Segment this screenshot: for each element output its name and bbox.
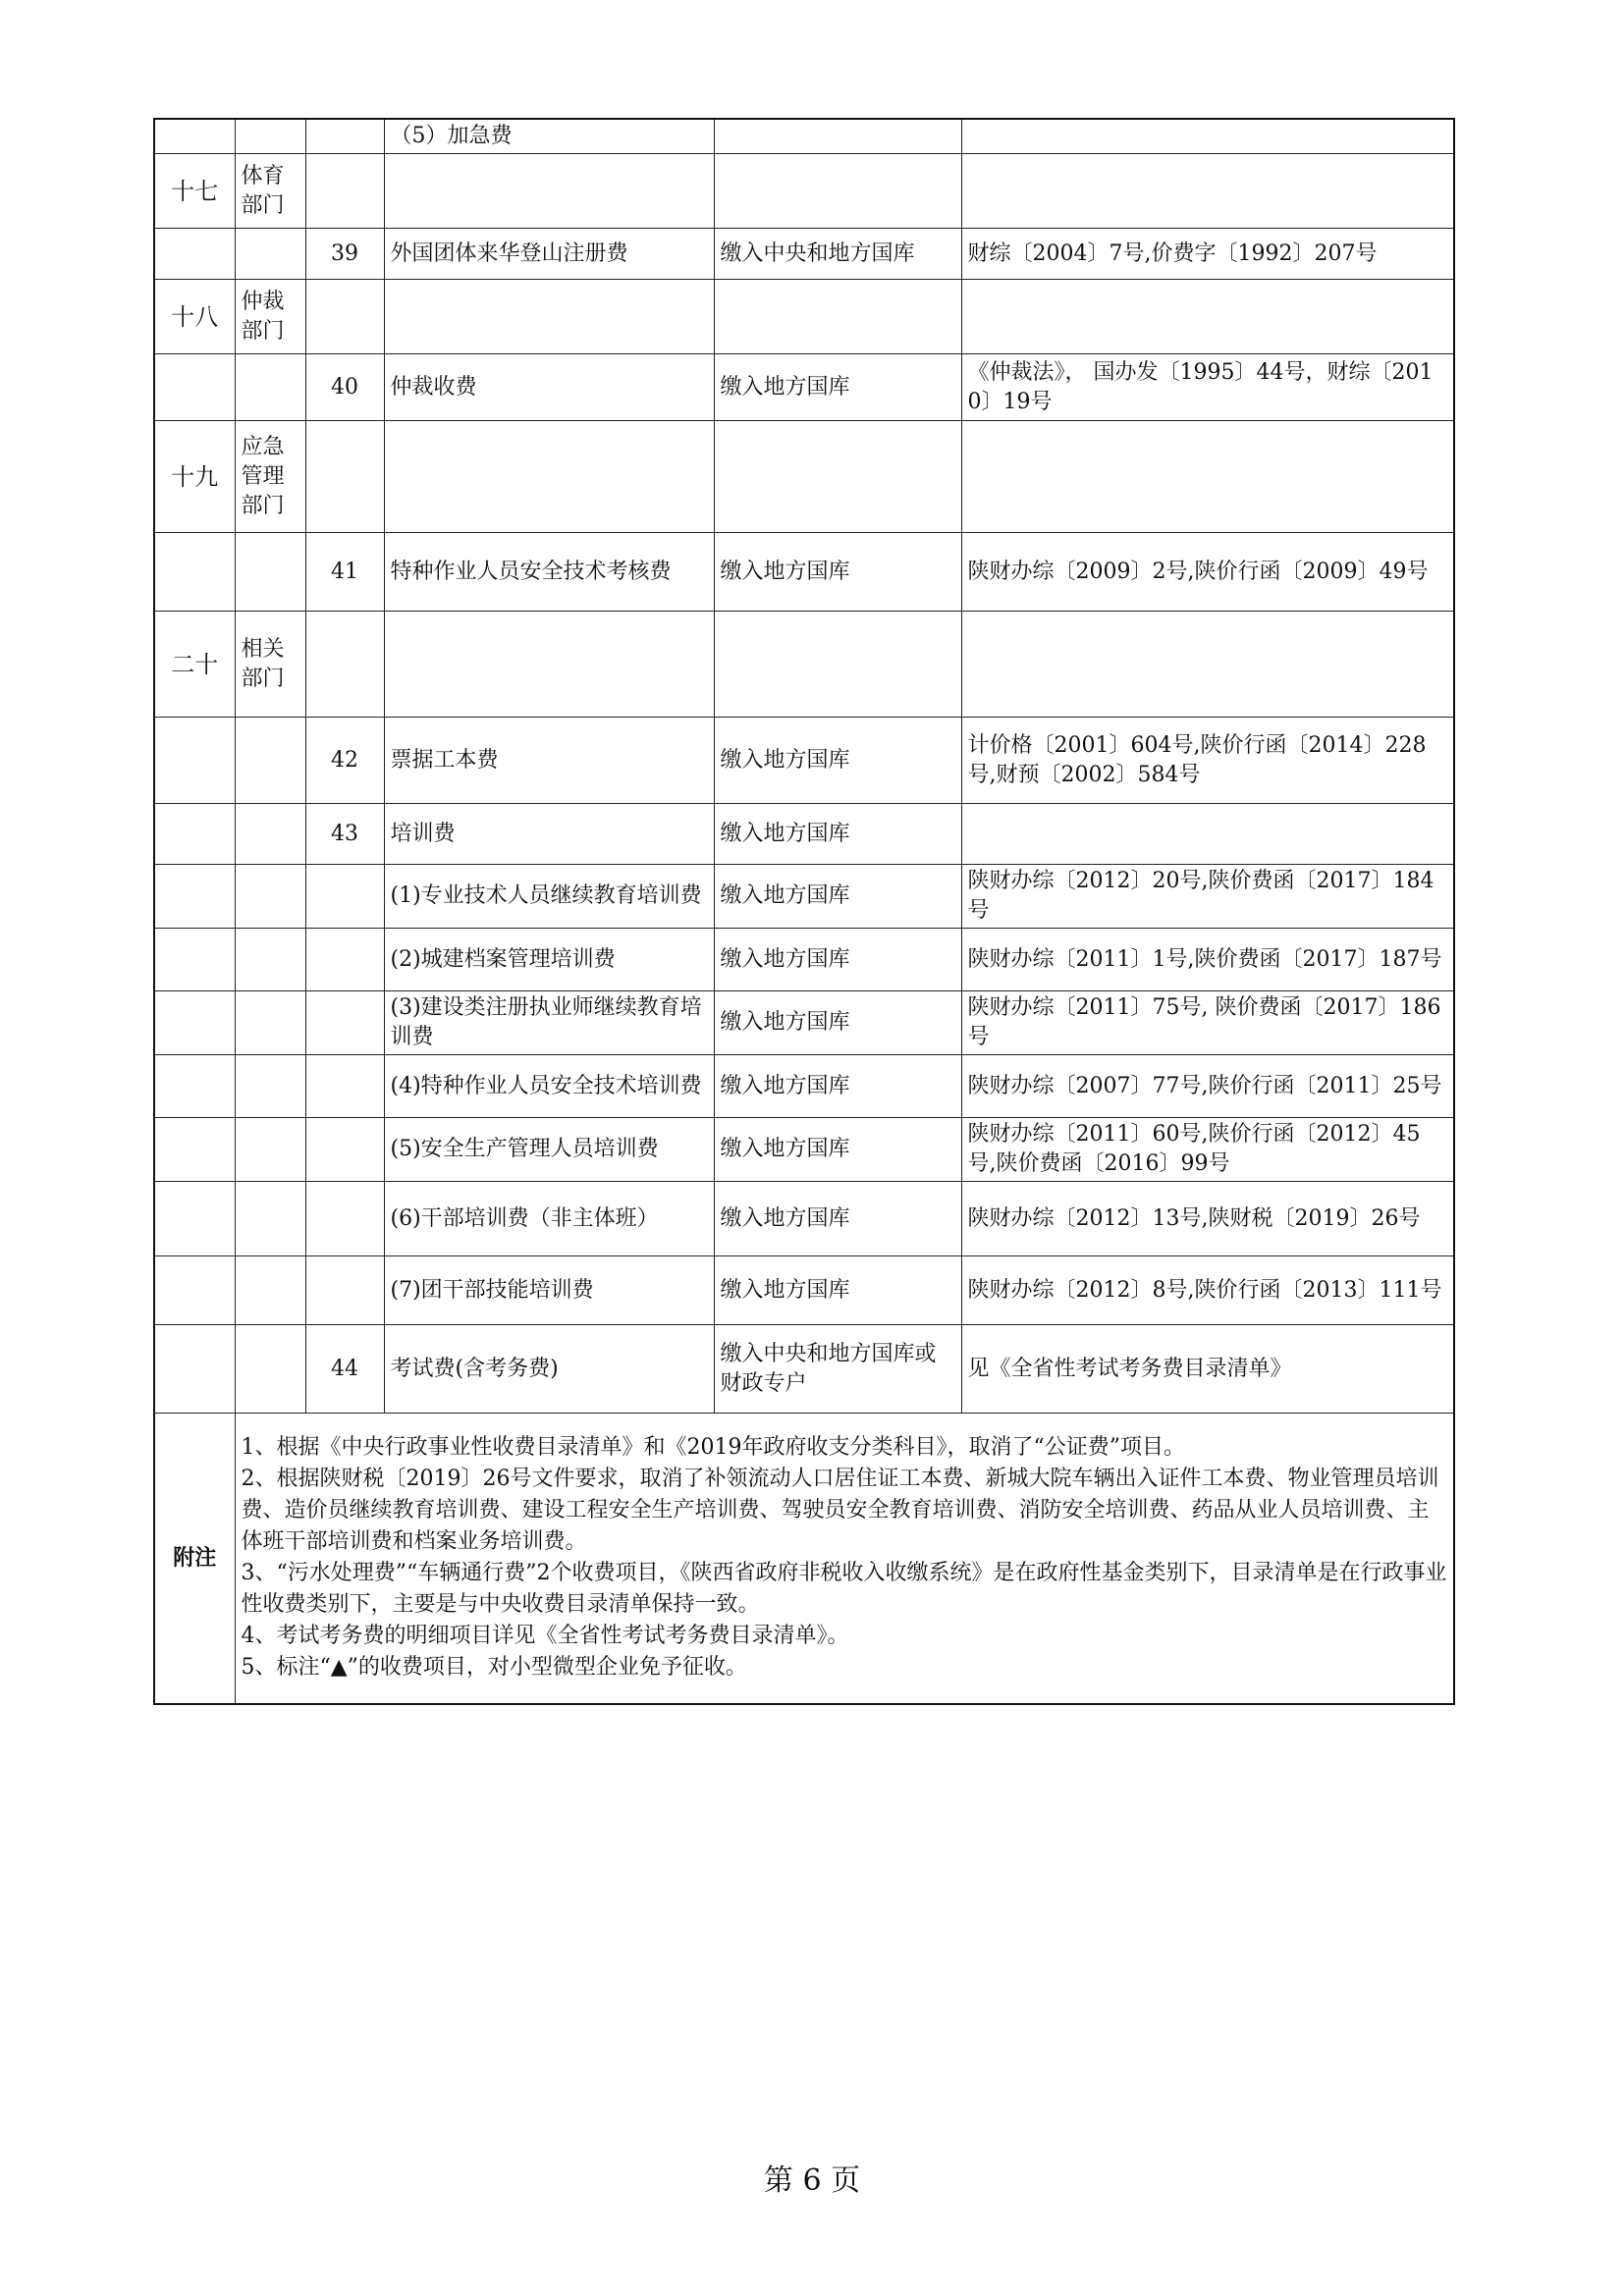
row-basis: 陕财办综〔2011〕75号, 陕价费函〔2017〕186号 — [961, 991, 1454, 1055]
table-row — [154, 354, 1454, 421]
row-seq — [154, 1256, 235, 1325]
row-item: 票据工本费 — [384, 718, 714, 804]
row-item: （5）加急费 — [384, 119, 714, 154]
table-row — [154, 229, 1454, 280]
row-seq — [154, 229, 235, 280]
row-basis: 陕财办综〔2009〕2号,陕价行函〔2009〕49号 — [961, 533, 1454, 612]
note-line: 5、标注“▲”的收费项目，对小型微型企业免予征收。 — [241, 1655, 747, 1681]
table-row — [154, 991, 1454, 1055]
row-destination: 缴入中央和地方国库或财政专户 — [714, 1325, 961, 1414]
row-dept — [235, 929, 305, 991]
row-item: 仲裁收费 — [384, 354, 714, 421]
row-destination: 缴入地方国库 — [714, 1118, 961, 1182]
notes-label: 附注 — [154, 1414, 235, 1704]
row-seq: 十八 — [154, 280, 235, 354]
row-basis: 财综〔2004〕7号,价费字〔1992〕207号 — [961, 229, 1454, 280]
row-number — [305, 1055, 384, 1118]
row-item: 特种作业人员安全技术考核费 — [384, 533, 714, 612]
row-basis — [961, 280, 1454, 354]
row-item: (6)干部培训费（非主体班） — [384, 1182, 714, 1256]
row-number — [305, 612, 384, 718]
fee-table — [153, 118, 1455, 1705]
row-seq — [154, 119, 235, 154]
row-basis: 《仲裁法》， 国办发〔1995〕44号，财综〔2010〕19号 — [961, 354, 1454, 421]
row-seq: 十九 — [154, 421, 235, 533]
row-seq — [154, 533, 235, 612]
row-basis: 陕财办综〔2007〕77号,陕价行函〔2011〕25号 — [961, 1055, 1454, 1118]
row-basis — [961, 421, 1454, 533]
note-line: 3、“污水处理费”“车辆通行费”2个收费项目，《陕西省政府非税收入收缴系统》是在政府性基金类别下，目录清单是在行政事业性收费类别下，主要是与中央收费目录清单保持一致。 — [241, 1561, 1447, 1618]
row-seq — [154, 804, 235, 865]
row-seq: 二十 — [154, 612, 235, 718]
row-destination: 缴入地方国库 — [714, 991, 961, 1055]
table-row — [154, 119, 1454, 154]
row-dept — [235, 804, 305, 865]
table-row — [154, 1055, 1454, 1118]
row-seq — [154, 1118, 235, 1182]
row-dept — [235, 1182, 305, 1256]
row-number — [305, 421, 384, 533]
row-seq — [154, 991, 235, 1055]
page-prefix: 第 — [763, 2163, 793, 2198]
row-item — [384, 612, 714, 718]
row-seq: 十七 — [154, 154, 235, 229]
row-seq — [154, 718, 235, 804]
row-number — [305, 154, 384, 229]
row-seq — [154, 1325, 235, 1414]
row-basis: 计价格〔2001〕604号,陕价行函〔2014〕228号,财预〔2002〕584号 — [961, 718, 1454, 804]
row-dept — [235, 991, 305, 1055]
row-number: 44 — [305, 1325, 384, 1414]
row-item: (2)城建档案管理培训费 — [384, 929, 714, 991]
row-number: 43 — [305, 804, 384, 865]
row-item: (1)专业技术人员继续教育培训费 — [384, 865, 714, 929]
row-number — [305, 280, 384, 354]
row-dept: 应急管理部门 — [235, 421, 305, 533]
row-destination — [714, 154, 961, 229]
row-item: (3)建设类注册执业师继续教育培训费 — [384, 991, 714, 1055]
row-dept: 仲裁部门 — [235, 280, 305, 354]
row-number — [305, 119, 384, 154]
row-item: 考试费(含考务费) — [384, 1325, 714, 1414]
row-dept — [235, 1325, 305, 1414]
row-item: (4)特种作业人员安全技术培训费 — [384, 1055, 714, 1118]
row-item — [384, 421, 714, 533]
row-destination: 缴入地方国库 — [714, 354, 961, 421]
row-basis: 陕财办综〔2012〕20号,陕价费函〔2017〕184号 — [961, 865, 1454, 929]
row-dept: 体育部门 — [235, 154, 305, 229]
row-item: (5)安全生产管理人员培训费 — [384, 1118, 714, 1182]
table-row — [154, 612, 1454, 718]
row-item — [384, 154, 714, 229]
row-destination — [714, 119, 961, 154]
row-seq — [154, 1055, 235, 1118]
row-number: 41 — [305, 533, 384, 612]
row-destination — [714, 421, 961, 533]
row-dept — [235, 229, 305, 280]
table-row — [154, 1118, 1454, 1182]
row-item — [384, 280, 714, 354]
row-destination — [714, 612, 961, 718]
row-dept: 相关部门 — [235, 612, 305, 718]
row-dept — [235, 533, 305, 612]
row-dept — [235, 718, 305, 804]
row-number: 42 — [305, 718, 384, 804]
row-basis — [961, 119, 1454, 154]
row-number — [305, 991, 384, 1055]
note-line: 4、考试考务费的明细项目详见《全省性考试考务费目录清单》。 — [241, 1624, 849, 1649]
table-row — [154, 533, 1454, 612]
row-basis: 陕财办综〔2012〕13号,陕财税〔2019〕26号 — [961, 1182, 1454, 1256]
row-destination: 缴入地方国库 — [714, 929, 961, 991]
row-item: 培训费 — [384, 804, 714, 865]
row-destination: 缴入地方国库 — [714, 533, 961, 612]
table-row — [154, 421, 1454, 533]
row-number: 39 — [305, 229, 384, 280]
row-dept — [235, 354, 305, 421]
row-destination: 缴入地方国库 — [714, 865, 961, 929]
row-basis: 陕财办综〔2011〕1号,陕价费函〔2017〕187号 — [961, 929, 1454, 991]
row-dept — [235, 1118, 305, 1182]
table-row — [154, 280, 1454, 354]
row-number — [305, 1256, 384, 1325]
row-destination: 缴入地方国库 — [714, 804, 961, 865]
table-row — [154, 865, 1454, 929]
row-destination: 缴入地方国库 — [714, 1182, 961, 1256]
note-line: 2、根据陕财税〔2019〕26号文件要求，取消了补领流动人口居住证工本费、新城大院车辆出入证件工本费、物业管理员培训费、造价员继续教育培训费、建设工程安全生产培训费、驾驶员安全教育培训费、消防安全培训费、药品从业人员培训费、主体班干部培训费和档案业务培训费。 — [241, 1467, 1439, 1555]
table-row — [154, 1256, 1454, 1325]
row-number: 40 — [305, 354, 384, 421]
table-row — [154, 154, 1454, 229]
page-suffix: 页 — [831, 2163, 861, 2198]
row-item: 外国团体来华登山注册费 — [384, 229, 714, 280]
row-seq — [154, 865, 235, 929]
row-seq — [154, 929, 235, 991]
page-number — [0, 2156, 1624, 2199]
notes-content — [235, 1414, 1454, 1704]
row-basis — [961, 804, 1454, 865]
row-dept — [235, 119, 305, 154]
table-row — [154, 718, 1454, 804]
notes-row — [154, 1414, 1454, 1704]
row-seq — [154, 354, 235, 421]
row-basis — [961, 612, 1454, 718]
row-seq — [154, 1182, 235, 1256]
row-basis: 陕财办综〔2011〕60号,陕价行函〔2012〕45号,陕价费函〔2016〕99号 — [961, 1118, 1454, 1182]
note-line: 1、根据《中央行政事业性收费目录清单》和《2019年政府收支分类科目》，取消了“公证费”项目。 — [241, 1435, 1185, 1461]
row-item: (7)团干部技能培训费 — [384, 1256, 714, 1325]
row-destination: 缴入中央和地方国库 — [714, 229, 961, 280]
row-number — [305, 1118, 384, 1182]
table-row — [154, 1325, 1454, 1414]
row-basis: 见《全省性考试考务费目录清单》 — [961, 1325, 1454, 1414]
table-row — [154, 929, 1454, 991]
row-number — [305, 865, 384, 929]
table-row — [154, 804, 1454, 865]
row-basis — [961, 154, 1454, 229]
row-destination — [714, 280, 961, 354]
row-dept — [235, 1055, 305, 1118]
row-number — [305, 929, 384, 991]
table-row — [154, 1182, 1454, 1256]
row-destination: 缴入地方国库 — [714, 1055, 961, 1118]
row-basis: 陕财办综〔2012〕8号,陕价行函〔2013〕111号 — [961, 1256, 1454, 1325]
row-destination: 缴入地方国库 — [714, 718, 961, 804]
row-dept — [235, 1256, 305, 1325]
row-dept — [235, 865, 305, 929]
page-number-value: 6 — [802, 2163, 822, 2198]
row-number — [305, 1182, 384, 1256]
row-destination: 缴入地方国库 — [714, 1256, 961, 1325]
